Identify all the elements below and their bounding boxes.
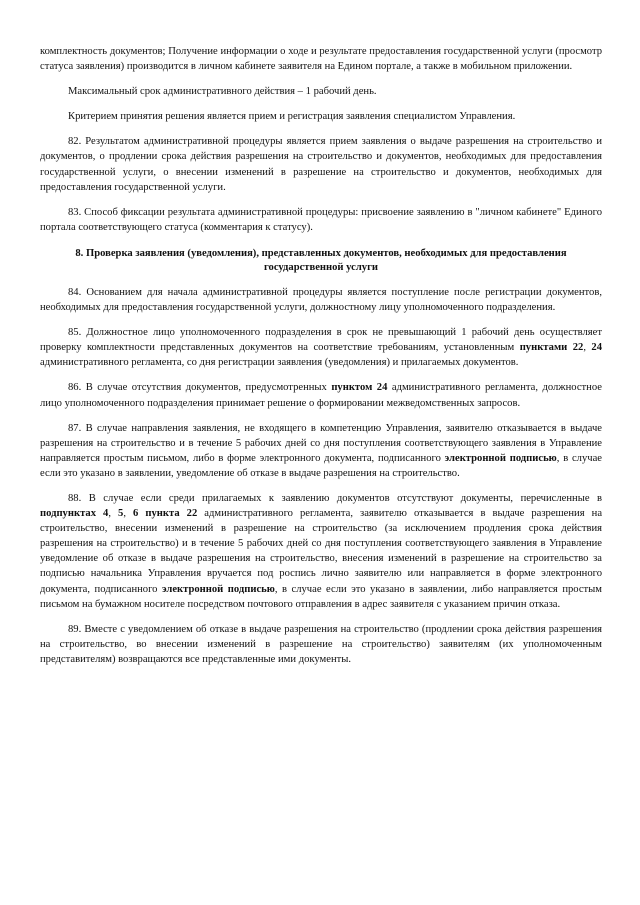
p85-text-c: , [583, 342, 592, 354]
p85-text-a: 85. Должностное лицо уполномоченного подразделения в срок не превышающий 1 рабочий день осуществляет проверку комплектности представленных документов на соответствие требованиям, установленным [40, 327, 602, 354]
p85-link-24[interactable]: 24 [591, 342, 603, 354]
paragraph-82: 82. Результатом административной процедуры является прием заявления о выдаче разрешения на строительство и документов, о продлении срока действия разрешения на строительство и документов, необходимых для предоставления государственной услуги, о внесении изменений в разрешение на строительство и документов, необходимых для предоставления государственной услуги. [40, 136, 602, 193]
p88-link-signature[interactable]: электронной подписью [162, 583, 275, 595]
section-heading: 8. Проверка заявления (уведомления), представленных документов, необходимых для предоставления государственной услуги [75, 247, 567, 273]
p88-link-6-22[interactable]: 6 пункта 22 [133, 508, 198, 520]
paragraph-87 [40, 421, 602, 481]
p88-text-c: , [108, 508, 119, 520]
paragraph-max-term: Максимальный срок административного действия – 1 рабочий день. [68, 86, 377, 98]
p86-text-a: 86. В случае отсутствия документов, предусмотренных [68, 382, 332, 394]
p87-link-signature[interactable]: электронной подписью [444, 452, 557, 464]
p86-text-c: административного регламента, должностное лицо уполномоченного подразделения принимает решение о формировании межведомственных запросов. [40, 382, 602, 409]
p87-text-a: 87. В случае направления заявления, не входящего в компетенцию Управления, заявителю отказывается в выдаче разрешения на строительство и в течение 5 рабочих дней со дня поступления соответствующего заявления в Управление направляется простым письмом, либо в форме электронного документа, подписанного [40, 422, 602, 464]
paragraph-criterion: Критерием принятия решения является прием и регистрация заявления специалистом Управления. [68, 111, 516, 123]
paragraph-84: 84. Основанием для начала административной процедуры является поступление после регистрации документов, необходимых для предоставления государственной услуги, должностному лицу уполномоченного подразделения. [40, 286, 602, 314]
p87-text-c: , в случае если это указано в заявлении, уведомление об отказе в выдаче разрешения на строительство. [40, 452, 602, 479]
paragraph-86 [40, 380, 602, 410]
p86-link-24[interactable]: пунктом 24 [331, 382, 388, 394]
p85-text-d: административного регламента, со дня регистрации заявления (уведомления) и прилагаемых документов. [40, 357, 519, 369]
p85-link-22[interactable]: пунктами 22 [519, 342, 584, 354]
paragraph-85 [40, 325, 602, 370]
p88-text-a: 88. В случае если среди прилагаемых к заявлению документов отсутствуют документы, перечисленные в [68, 492, 602, 504]
p88-text-f: , в случае если это указано в заявлении, либо направляется простым письмом на бумажном носителе посредством почтового отправления в адрес заявителя с указанием причин отказа. [40, 583, 602, 610]
paragraph-intro: комплектность документов; Получение информации о ходе и результате предоставления государственной услуги (просмотр статуса заявления) производится в личном кабинете заявителя на Едином портале, а также в мобильном приложении. [40, 46, 602, 73]
paragraph-83: 83. Способ фиксации результата административной процедуры: присвоение заявлению в "личном кабинете" Единого портала соответствующего статуса (комментария к статусу). [40, 206, 602, 233]
p88-link-5[interactable]: 5 [118, 508, 124, 520]
p88-text-e: административного регламента, заявителю отказывается в выдаче разрешения на строительство, внесении изменений в разрешение на строительство (за исключением продления срока действия разрешения на строительство) и в течение 5 рабочих дней со дня поступления соответствующего заявления в Управление уведомление об отказе в выдаче разрешения на строительство, внесения изменений в разрешение на строительство за подписью начальника Управления вручается под роспись лично заявителю или направляется в форме электронного документа, подписанного [40, 508, 603, 595]
paragraph-88 [40, 491, 602, 612]
p88-text-d: , [123, 508, 134, 520]
paragraph-89: 89. Вместе с уведомлением об отказе в выдаче разрешения на строительство (продлении срока действия разрешения на строительство, во внесении изменений в разрешение на строительство) заявителям (их уполномоченным представителям) возвращаются все представленные ими документы. [40, 623, 602, 665]
p88-link-4[interactable]: подпунктах 4 [40, 508, 109, 520]
